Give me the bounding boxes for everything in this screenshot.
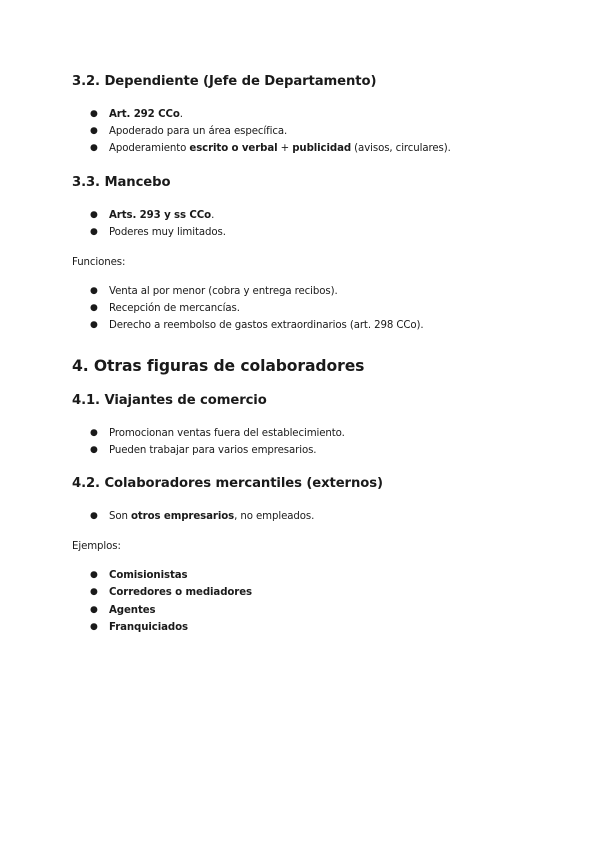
list-item [72,317,532,334]
text: Recepción de mercancías. [109,303,240,315]
list-item [72,140,532,157]
heading-4: 4. Otras figuras de colaboradores [72,356,365,375]
list-item [72,602,532,619]
list-item [72,123,532,140]
heading-4-1: 4.1. Viajantes de comercio [72,392,267,408]
bullet-icon: ● [90,587,98,598]
bold-text: publicidad [292,143,352,155]
bold-text: escrito o verbal [189,143,278,155]
text: , no empleados. [234,511,315,523]
ejemplos-label: Ejemplos: [72,541,121,553]
text: Apoderamiento [109,143,190,155]
heading-3-2: 3.2. Dependiente (Jefe de Departamento) [72,74,377,89]
text: Promocionan ventas fuera del establecimiento. [109,427,345,439]
bullet-icon: ● [90,427,98,438]
bold-text: Franquiciados [109,621,188,633]
list-item [72,584,532,601]
text: Venta al por menor (cobra y entrega recibos). [109,286,338,298]
text: Pueden trabajar para varios empresarios. [109,444,317,456]
document-page [72,70,532,636]
funciones-label: Funciones: [72,257,126,269]
text: (avisos, circulares). [351,143,451,155]
list-colaboradores [72,508,532,525]
bullet-icon: ● [90,604,98,615]
bold-text: Art. 292 CCo [109,109,180,120]
bullet-icon: ● [90,226,98,237]
bullet-icon: ● [90,286,98,297]
bullet-icon: ● [90,303,98,314]
list-ejemplos [72,567,532,636]
bullet-icon: ● [90,621,98,632]
list-dependiente [72,106,532,158]
bullet-icon: ● [90,570,98,581]
text: . [211,209,215,221]
list-funciones [72,283,532,335]
text: . [179,109,183,120]
bullet-icon: ● [90,444,98,455]
list-viajantes [72,425,532,459]
bullet-icon: ● [90,511,98,522]
bold-text: Comisionistas [109,570,188,582]
text: Derecho a reembolso de gastos extraordinarios (art. 298 CCo). [109,320,424,332]
list-item [72,224,532,241]
list-item [72,300,532,317]
bold-text: otros empresarios [131,511,235,523]
bold-text: Corredores o mediadores [109,587,252,599]
list-item [72,106,532,123]
list-item [72,442,532,459]
text: + [277,143,293,155]
bullet-icon: ● [90,320,98,331]
list-item [72,619,532,636]
bullet-icon: ● [90,209,98,220]
bold-text: Arts. 293 y ss CCo [109,209,212,221]
list-mancebo [72,207,532,241]
list-item [72,425,532,442]
list-item [72,508,532,525]
bold-text: Agentes [109,604,156,616]
bullet-icon: ● [90,126,98,137]
heading-3-3: 3.3. Mancebo [72,174,171,190]
list-item [72,283,532,300]
heading-4-2: 4.2. Colaboradores mercantiles (externos) [72,476,383,492]
bullet-icon: ● [90,143,98,154]
text: Apoderado para un área específica. [109,126,288,138]
list-item [72,567,532,584]
text: Son [109,511,131,523]
list-item [72,207,532,224]
text: Poderes muy limitados. [109,226,226,238]
bullet-icon: ● [90,109,98,119]
